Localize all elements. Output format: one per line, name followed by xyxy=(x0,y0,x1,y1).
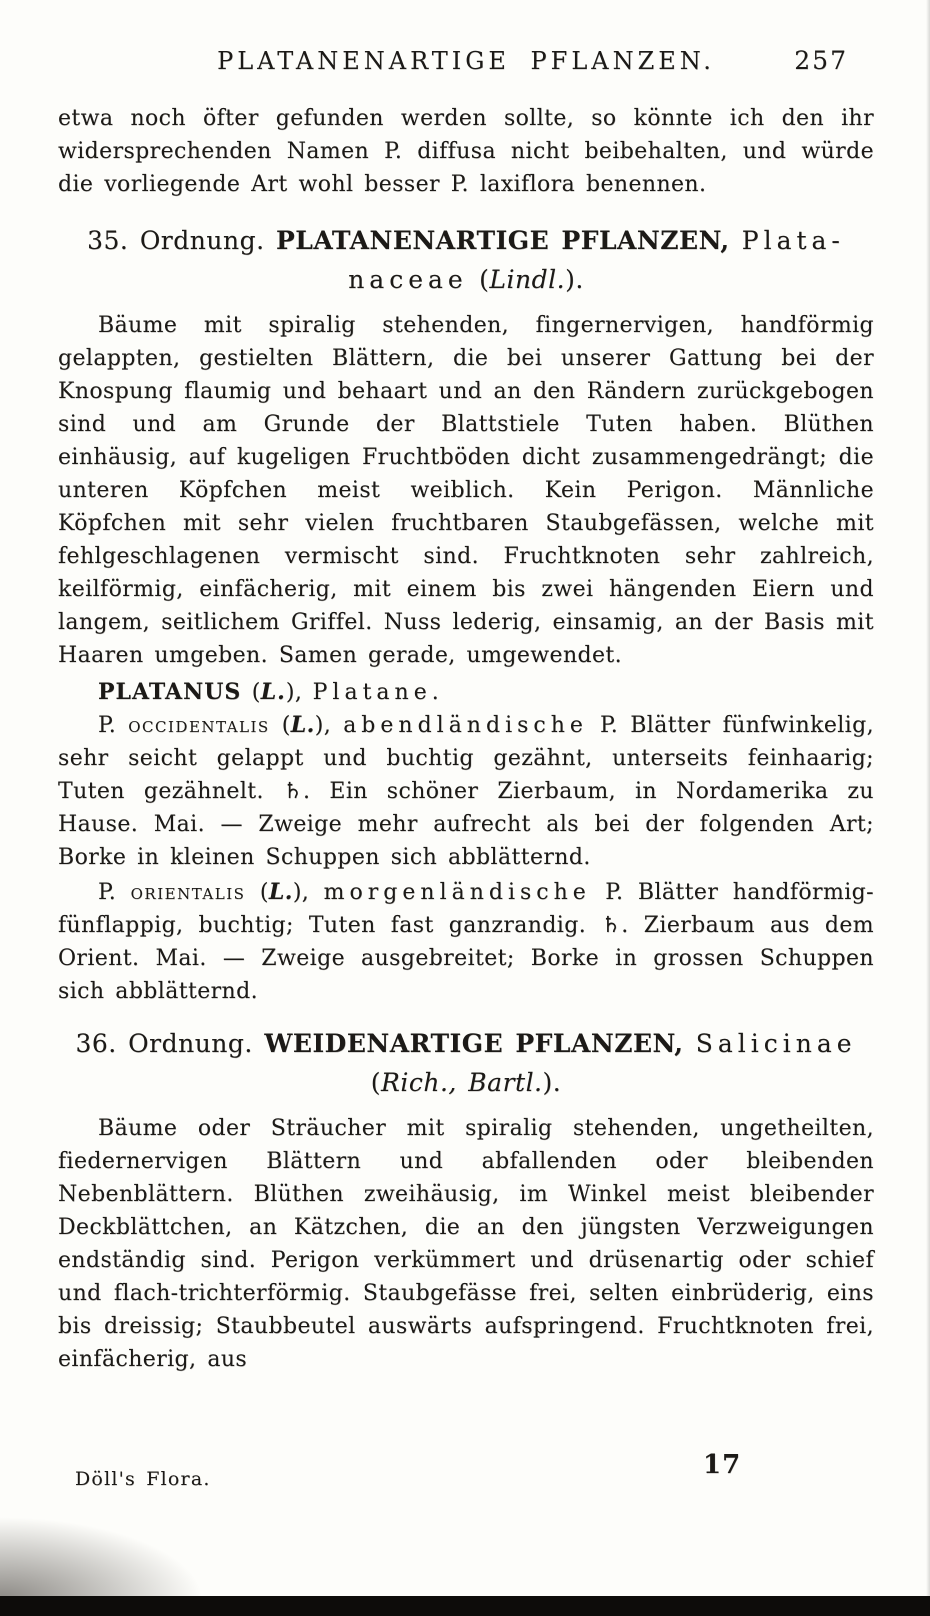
order-36-title: WEIDENARTIGE PFLANZEN, xyxy=(264,1029,696,1058)
order-35-heading xyxy=(58,221,874,299)
species1-german-name: abendländische xyxy=(343,713,588,738)
order-35-number: 35. Ordnung. xyxy=(87,226,276,255)
order-36-paren-close: ). xyxy=(542,1068,562,1097)
order-36-paren-open: ( xyxy=(370,1068,382,1097)
order-36-heading xyxy=(58,1024,874,1102)
species2-epithet: orientalis xyxy=(130,880,246,905)
species2-authority: L. xyxy=(268,879,293,905)
order-36-description: Bäume oder Sträucher mit spiralig stehenden, ungetheilten, fiedernervigen Blättern und abfallenden oder bleibenden Nebenblättern. Blüthen zweihäusig, im Winkel meist bleibender Deckblättchen, an Kätzchen, die an den jüngsten Verzweigungen endständig sind. Perigon verkümmert und drüsenartig oder schief und flach-trichterförmig. Staubgefässe frei, selten einbrüderig, eins bis dreissig; Staubbeutel auswärts aufspringend. Fruchtknoten frei, einfächerig, aus xyxy=(58,1116,874,1372)
running-title: PLATANENARTIGE PFLANZEN. xyxy=(217,47,715,75)
order-35-title: PLATANENARTIGE PFLANZEN, xyxy=(275,226,742,255)
scan-bottom-edge-bar xyxy=(0,1596,930,1616)
scan-right-edge xyxy=(926,0,930,1616)
species-orientalis-paragraph xyxy=(58,876,874,1008)
species-occidentalis-paragraph xyxy=(58,709,874,874)
scan-corner-shadow xyxy=(0,1510,220,1600)
genus-period: . xyxy=(431,680,440,705)
order-35-description: Bäume mit spiralig stehenden, fingernervigen, handförmig gelappten, gestielten Blättern, die bei unserer Gattung bei der Knospung flaumig und behaart und an den Rändern zurückgebogen sind und am Grunde der Blattstiele Tuten haben. Blüthen einhäusig, auf kugeligen Fruchtböden dicht zusammengedrängt; die unteren Köpfchen meist weiblich. Kein Perigon. Männliche Köpfchen mit sehr vielen fruchtbaren Staubgefässen, welche mit fehlgeschlagenen vermischt sind. Fruchtknoten sehr zahlreich, keilförmig, einfächerig, mit einem bis zwei hängenden Eiern und langem, seitlichem Griffel. Nuss lederig, einsamig, an der Basis mit Haaren umgeben. Samen gerade, umgewendet. xyxy=(58,313,874,668)
page-header xyxy=(58,46,874,76)
genus-heading xyxy=(58,676,874,709)
species1-paren-open: ( xyxy=(269,713,291,738)
order-35-authority: Lindl. xyxy=(489,265,566,294)
continuation-paragraph: etwa noch öfter gefunden werden sollte, so könnte ich den ihr widersprechenden Namen P. diffusa nicht beibehalten, und würde die vorliegende Art wohl besser P. laxiflora benennen. xyxy=(58,106,874,197)
genus-paren-close: ), xyxy=(285,680,313,705)
species2-paren-open: ( xyxy=(245,880,269,905)
page-body xyxy=(58,102,874,1376)
species2-genus-abbr: P. xyxy=(98,880,131,905)
order-35-paren-close: ). xyxy=(565,265,584,294)
species2-paren-close: ), xyxy=(292,880,324,905)
order-36-family: Salicinae xyxy=(695,1029,857,1058)
species1-epithet: occidentalis xyxy=(128,713,270,738)
species1-description: P. Blätter fünfwinkelig, sehr seicht gelappt und buchtig gezähnt, unterseits feinhaarig; Tuten gezähnelt. ♄. Ein schöner Zierbaum, in Nordamerika zu Hause. Mai. — Zweige mehr aufrecht als bei der folgenden Art; Borke in kleinen Schuppen sich abblätternd. xyxy=(58,713,874,870)
printer-signature: Döll's Flora. xyxy=(75,1468,211,1490)
species2-german-name: morgenländische xyxy=(323,880,591,905)
order-35-family-line1: Plata- xyxy=(741,226,845,255)
species1-paren-close: ), xyxy=(314,713,344,738)
genus-authority: L. xyxy=(260,679,286,705)
genus-name: PLATANUS xyxy=(98,679,242,705)
species2-description: P. Blätter handförmig-fünflappig, buchtig; Tuten fast ganzrandig. ♄. Zierbaum aus dem Orient. Mai. — Zweige ausgebreitet; Borke in grossen Schuppen sich abblätternd. xyxy=(58,880,874,1004)
order-35-family-line2: naceae xyxy=(348,265,468,294)
sheet-number: 17 xyxy=(703,1450,742,1480)
species1-authority: L. xyxy=(290,712,315,738)
page-number: 257 xyxy=(794,46,848,75)
order-35-paren-open: ( xyxy=(467,265,490,294)
genus-paren-open: ( xyxy=(241,680,261,705)
page-footer xyxy=(75,1450,865,1512)
order-36-authority: Rich., Bartl. xyxy=(381,1068,543,1097)
order-36-number: 36. Ordnung. xyxy=(75,1029,265,1058)
genus-german-name: Platane xyxy=(312,680,432,705)
species1-genus-abbr: P. xyxy=(98,713,129,738)
